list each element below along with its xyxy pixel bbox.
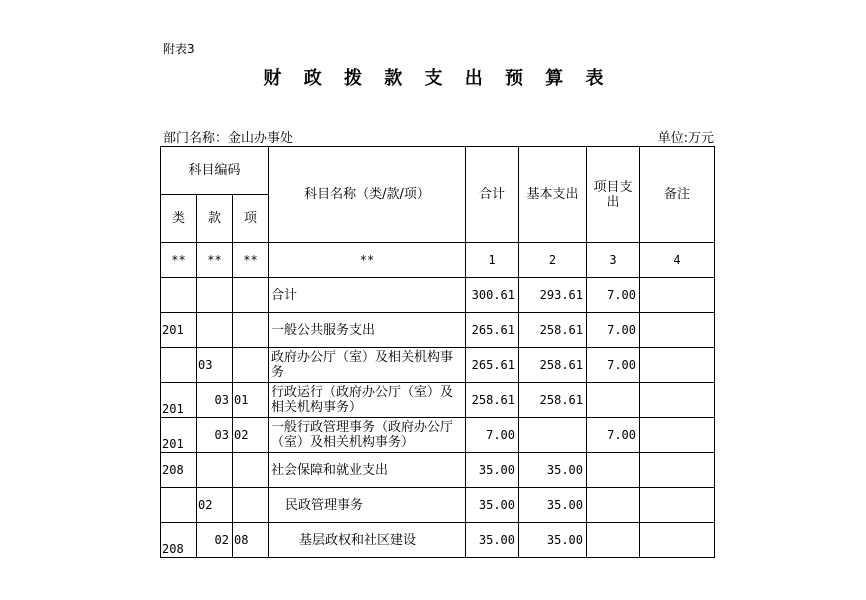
xiang-cell: 02: [233, 418, 269, 453]
index-cell: 2: [519, 243, 587, 278]
subject-name-cell: 社会保障和就业支出: [269, 453, 466, 488]
lei-cell: 208: [161, 453, 197, 488]
header-basic: 基本支出: [519, 147, 587, 243]
xiang-cell: 08: [233, 523, 269, 558]
budget-table: [160, 146, 715, 558]
kuan-cell: 03: [197, 383, 233, 418]
index-cell: 1: [466, 243, 519, 278]
index-cell: **: [233, 243, 269, 278]
index-row: [161, 243, 715, 278]
subject-name-cell: 一般行政管理事务（政府办公厅（室）及相关机构事务）: [269, 418, 466, 453]
kuan-cell: 02: [197, 523, 233, 558]
remark-cell: [640, 418, 715, 453]
xiang-cell: [233, 348, 269, 383]
table-row: [161, 383, 715, 418]
header-remarks: 备注: [640, 147, 715, 243]
table-row: [161, 418, 715, 453]
total-cell: 258.61: [466, 383, 519, 418]
basic-cell: 258.61: [519, 313, 587, 348]
table-row: [161, 523, 715, 558]
index-cell: **: [161, 243, 197, 278]
total-cell: 7.00: [466, 418, 519, 453]
xiang-cell: [233, 278, 269, 313]
remark-cell: [640, 453, 715, 488]
lei-cell: 201: [161, 383, 197, 418]
unit-label: 单位:万元: [657, 131, 714, 146]
remark-cell: [640, 383, 715, 418]
subject-name-cell: 一般公共服务支出: [269, 313, 466, 348]
project-cell: [587, 523, 640, 558]
header-project: 项目支出: [587, 147, 640, 243]
header-xiang: 项: [233, 195, 269, 243]
kuan-cell: 03: [197, 418, 233, 453]
subject-name-cell: 合计: [269, 278, 466, 313]
kuan-cell: [197, 453, 233, 488]
project-cell: [587, 453, 640, 488]
xiang-cell: [233, 313, 269, 348]
xiang-cell: [233, 453, 269, 488]
project-cell: 7.00: [587, 348, 640, 383]
attachment-label: 附表3: [163, 42, 195, 56]
remark-cell: [640, 278, 715, 313]
remark-cell: [640, 313, 715, 348]
table-row: [161, 453, 715, 488]
project-cell: [587, 488, 640, 523]
basic-cell: 258.61: [519, 383, 587, 418]
basic-cell: 258.61: [519, 348, 587, 383]
table-row: [161, 488, 715, 523]
xiang-cell: 01: [233, 383, 269, 418]
lei-cell: 201: [161, 418, 197, 453]
basic-cell: [519, 418, 587, 453]
project-cell: [587, 383, 640, 418]
lei-cell: [161, 278, 197, 313]
lei-cell: [161, 348, 197, 383]
project-cell: 7.00: [587, 313, 640, 348]
table-row: [161, 313, 715, 348]
total-cell: 265.61: [466, 348, 519, 383]
header-lei: 类: [161, 195, 197, 243]
basic-cell: 35.00: [519, 523, 587, 558]
remark-cell: [640, 348, 715, 383]
xiang-cell: [233, 488, 269, 523]
header-total: 合计: [466, 147, 519, 243]
total-cell: 35.00: [466, 523, 519, 558]
basic-cell: 35.00: [519, 488, 587, 523]
kuan-cell: [197, 278, 233, 313]
kuan-cell: [197, 313, 233, 348]
subject-name-cell: 基层政权和社区建设: [269, 523, 466, 558]
subject-name-cell: 行政运行（政府办公厅（室）及相关机构事务）: [269, 383, 466, 418]
project-cell: 7.00: [587, 418, 640, 453]
total-cell: 35.00: [466, 453, 519, 488]
total-cell: 265.61: [466, 313, 519, 348]
basic-cell: 35.00: [519, 453, 587, 488]
total-cell: 35.00: [466, 488, 519, 523]
lei-cell: [161, 488, 197, 523]
table-row: [161, 278, 715, 313]
remark-cell: [640, 523, 715, 558]
index-cell: 4: [640, 243, 715, 278]
lei-cell: 208: [161, 523, 197, 558]
index-cell: **: [197, 243, 233, 278]
subject-name-cell: 政府办公厅（室）及相关机构事务: [269, 348, 466, 383]
kuan-cell: 03: [197, 348, 233, 383]
kuan-cell: 02: [197, 488, 233, 523]
page-title: 财 政 拨 款 支 出 预 算 表: [263, 68, 612, 89]
table-row: [161, 348, 715, 383]
header-subject-code: 科目编码: [161, 147, 269, 195]
total-cell: 300.61: [466, 278, 519, 313]
index-cell: 3: [587, 243, 640, 278]
header-subject-name: 科目名称（类/款/项）: [269, 147, 466, 243]
index-cell: **: [269, 243, 466, 278]
lei-cell: 201: [161, 313, 197, 348]
project-cell: 7.00: [587, 278, 640, 313]
basic-cell: 293.61: [519, 278, 587, 313]
subject-name-cell: 民政管理事务: [269, 488, 466, 523]
department-name: 部门名称：金山办事处: [163, 131, 294, 146]
header-kuan: 款: [197, 195, 233, 243]
remark-cell: [640, 488, 715, 523]
